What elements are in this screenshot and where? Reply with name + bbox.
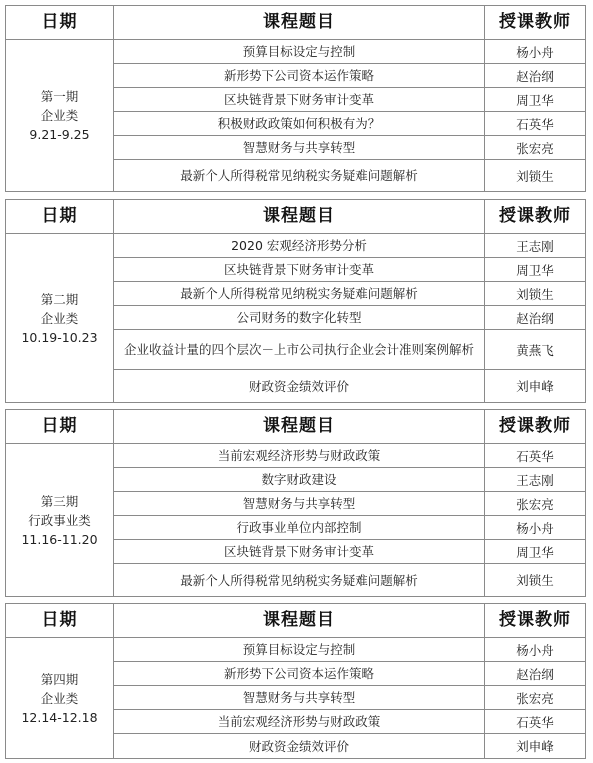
period-date-cell <box>6 40 114 191</box>
course-topic: 积极财政政策如何积极有为？ <box>114 112 485 135</box>
course-topic: 智慧财务与共享转型 <box>114 136 485 159</box>
course-teacher: 刘锁生 <box>516 573 554 588</box>
course-row <box>114 444 585 468</box>
header-topic: 课程题目 <box>114 200 485 233</box>
course-row <box>114 686 585 710</box>
course-topic: 企业收益计量的四个层次－上市公司执行企业会计准则案例解析 <box>114 330 485 369</box>
course-teacher: 刘锁生 <box>516 168 554 184</box>
course-topic: 新形势下公司资本运作策略 <box>114 662 485 685</box>
course-row <box>114 492 585 516</box>
course-topic: 新形势下公司资本运作策略 <box>114 64 485 87</box>
header-date: 日期 <box>6 410 114 443</box>
schedule-section <box>5 199 586 403</box>
course-row <box>114 540 585 564</box>
course-topic: 预算目标设定与控制 <box>114 40 485 63</box>
course-teacher: 杨小舟 <box>516 642 554 658</box>
period-dates: 9.21-9.25 <box>29 127 90 142</box>
course-row <box>114 306 585 330</box>
header-row <box>6 604 585 638</box>
period-name: 第二期 <box>40 291 79 307</box>
course-topic: 当前宏观经济形势与财政政策 <box>114 710 485 733</box>
course-topic: 最新个人所得税常见纳税实务疑难问题解析 <box>114 160 485 191</box>
course-teacher: 刘申峰 <box>516 739 554 754</box>
course-row <box>114 282 585 306</box>
course-teacher: 杨小舟 <box>516 520 554 536</box>
period-category: 企业类 <box>40 690 79 706</box>
period-name: 第四期 <box>40 671 79 687</box>
course-row <box>114 112 585 136</box>
schedule-section <box>5 5 586 192</box>
course-topic: 公司财务的数字化转型 <box>114 306 485 329</box>
course-row <box>114 710 585 734</box>
course-topic: 智慧财务与共享转型 <box>114 686 485 709</box>
course-row <box>114 468 585 492</box>
course-teacher: 张宏亮 <box>516 690 554 706</box>
course-teacher: 张宏亮 <box>516 496 554 512</box>
course-row <box>114 662 585 686</box>
period-dates: 11.16-11.20 <box>21 531 98 547</box>
period-date-cell <box>6 638 114 758</box>
header-date: 日期 <box>6 200 114 233</box>
course-teacher: 周卫华 <box>516 262 554 278</box>
course-row <box>114 638 585 662</box>
period-date-cell <box>6 444 114 596</box>
course-topic: 区块链背景下财务审计变革 <box>114 540 485 563</box>
course-row <box>114 234 585 258</box>
course-teacher: 周卫华 <box>516 544 554 560</box>
course-row <box>114 564 585 596</box>
course-teacher: 王志刚 <box>516 238 554 254</box>
course-teacher: 石英华 <box>516 714 554 730</box>
period-dates: 12.14-12.18 <box>21 709 98 725</box>
course-topic: 区块链背景下财务审计变革 <box>114 258 485 281</box>
header-row <box>6 6 585 40</box>
course-topic: 区块链背景下财务审计变革 <box>114 88 485 111</box>
period-name: 第一期 <box>40 89 79 104</box>
header-date: 日期 <box>6 604 114 637</box>
header-teacher: 授课教师 <box>499 12 571 32</box>
header-topic: 课程题目 <box>114 410 485 443</box>
course-topic: 智慧财务与共享转型 <box>114 492 485 515</box>
period-name: 第三期 <box>40 493 79 509</box>
header-teacher: 授课教师 <box>499 416 571 436</box>
course-topic: 最新个人所得税常见纳税实务疑难问题解析 <box>114 564 485 596</box>
course-teacher: 刘锁生 <box>516 286 554 302</box>
course-teacher: 石英华 <box>516 448 554 464</box>
header-teacher: 授课教师 <box>499 610 571 630</box>
course-topic: 预算目标设定与控制 <box>114 638 485 661</box>
course-teacher: 黄燕飞 <box>516 342 554 358</box>
course-row <box>114 64 585 88</box>
course-topic: 行政事业单位内部控制 <box>114 516 485 539</box>
schedule-section <box>5 603 586 759</box>
course-row <box>114 88 585 112</box>
course-row <box>114 136 585 160</box>
header-teacher: 授课教师 <box>499 206 571 226</box>
course-row <box>114 258 585 282</box>
schedule-section <box>5 409 586 597</box>
course-row <box>114 40 585 64</box>
course-row <box>114 330 585 370</box>
course-row <box>114 516 585 540</box>
course-teacher: 王志刚 <box>516 472 554 488</box>
course-row <box>114 734 585 758</box>
course-row <box>114 370 585 402</box>
course-topic: 当前宏观经济形势与财政政策 <box>114 444 485 467</box>
header-date: 日期 <box>6 6 114 39</box>
course-teacher: 赵治纲 <box>516 68 554 84</box>
course-teacher: 周卫华 <box>516 92 554 108</box>
header-topic: 课程题目 <box>114 6 485 39</box>
period-date-cell <box>6 234 114 402</box>
course-topic: 数字财政建设 <box>114 468 485 491</box>
course-teacher: 赵治纲 <box>516 666 554 682</box>
course-topic: 财政资金绩效评价 <box>114 734 485 758</box>
header-row <box>6 410 585 444</box>
course-topic: 2020 宏观经济形势分析 <box>114 234 485 257</box>
course-teacher: 石英华 <box>516 116 554 132</box>
course-teacher: 杨小舟 <box>516 44 554 60</box>
course-teacher: 刘申峰 <box>516 379 554 394</box>
course-topic: 财政资金绩效评价 <box>114 370 485 402</box>
period-category: 企业类 <box>40 108 79 123</box>
period-dates: 10.19-10.23 <box>21 329 98 345</box>
course-teacher: 张宏亮 <box>516 140 554 156</box>
period-category: 企业类 <box>40 310 79 326</box>
course-teacher: 赵治纲 <box>516 310 554 326</box>
course-topic: 最新个人所得税常见纳税实务疑难问题解析 <box>114 282 485 305</box>
period-category: 行政事业类 <box>28 512 91 528</box>
course-row <box>114 160 585 191</box>
header-topic: 课程题目 <box>114 604 485 637</box>
header-row <box>6 200 585 234</box>
